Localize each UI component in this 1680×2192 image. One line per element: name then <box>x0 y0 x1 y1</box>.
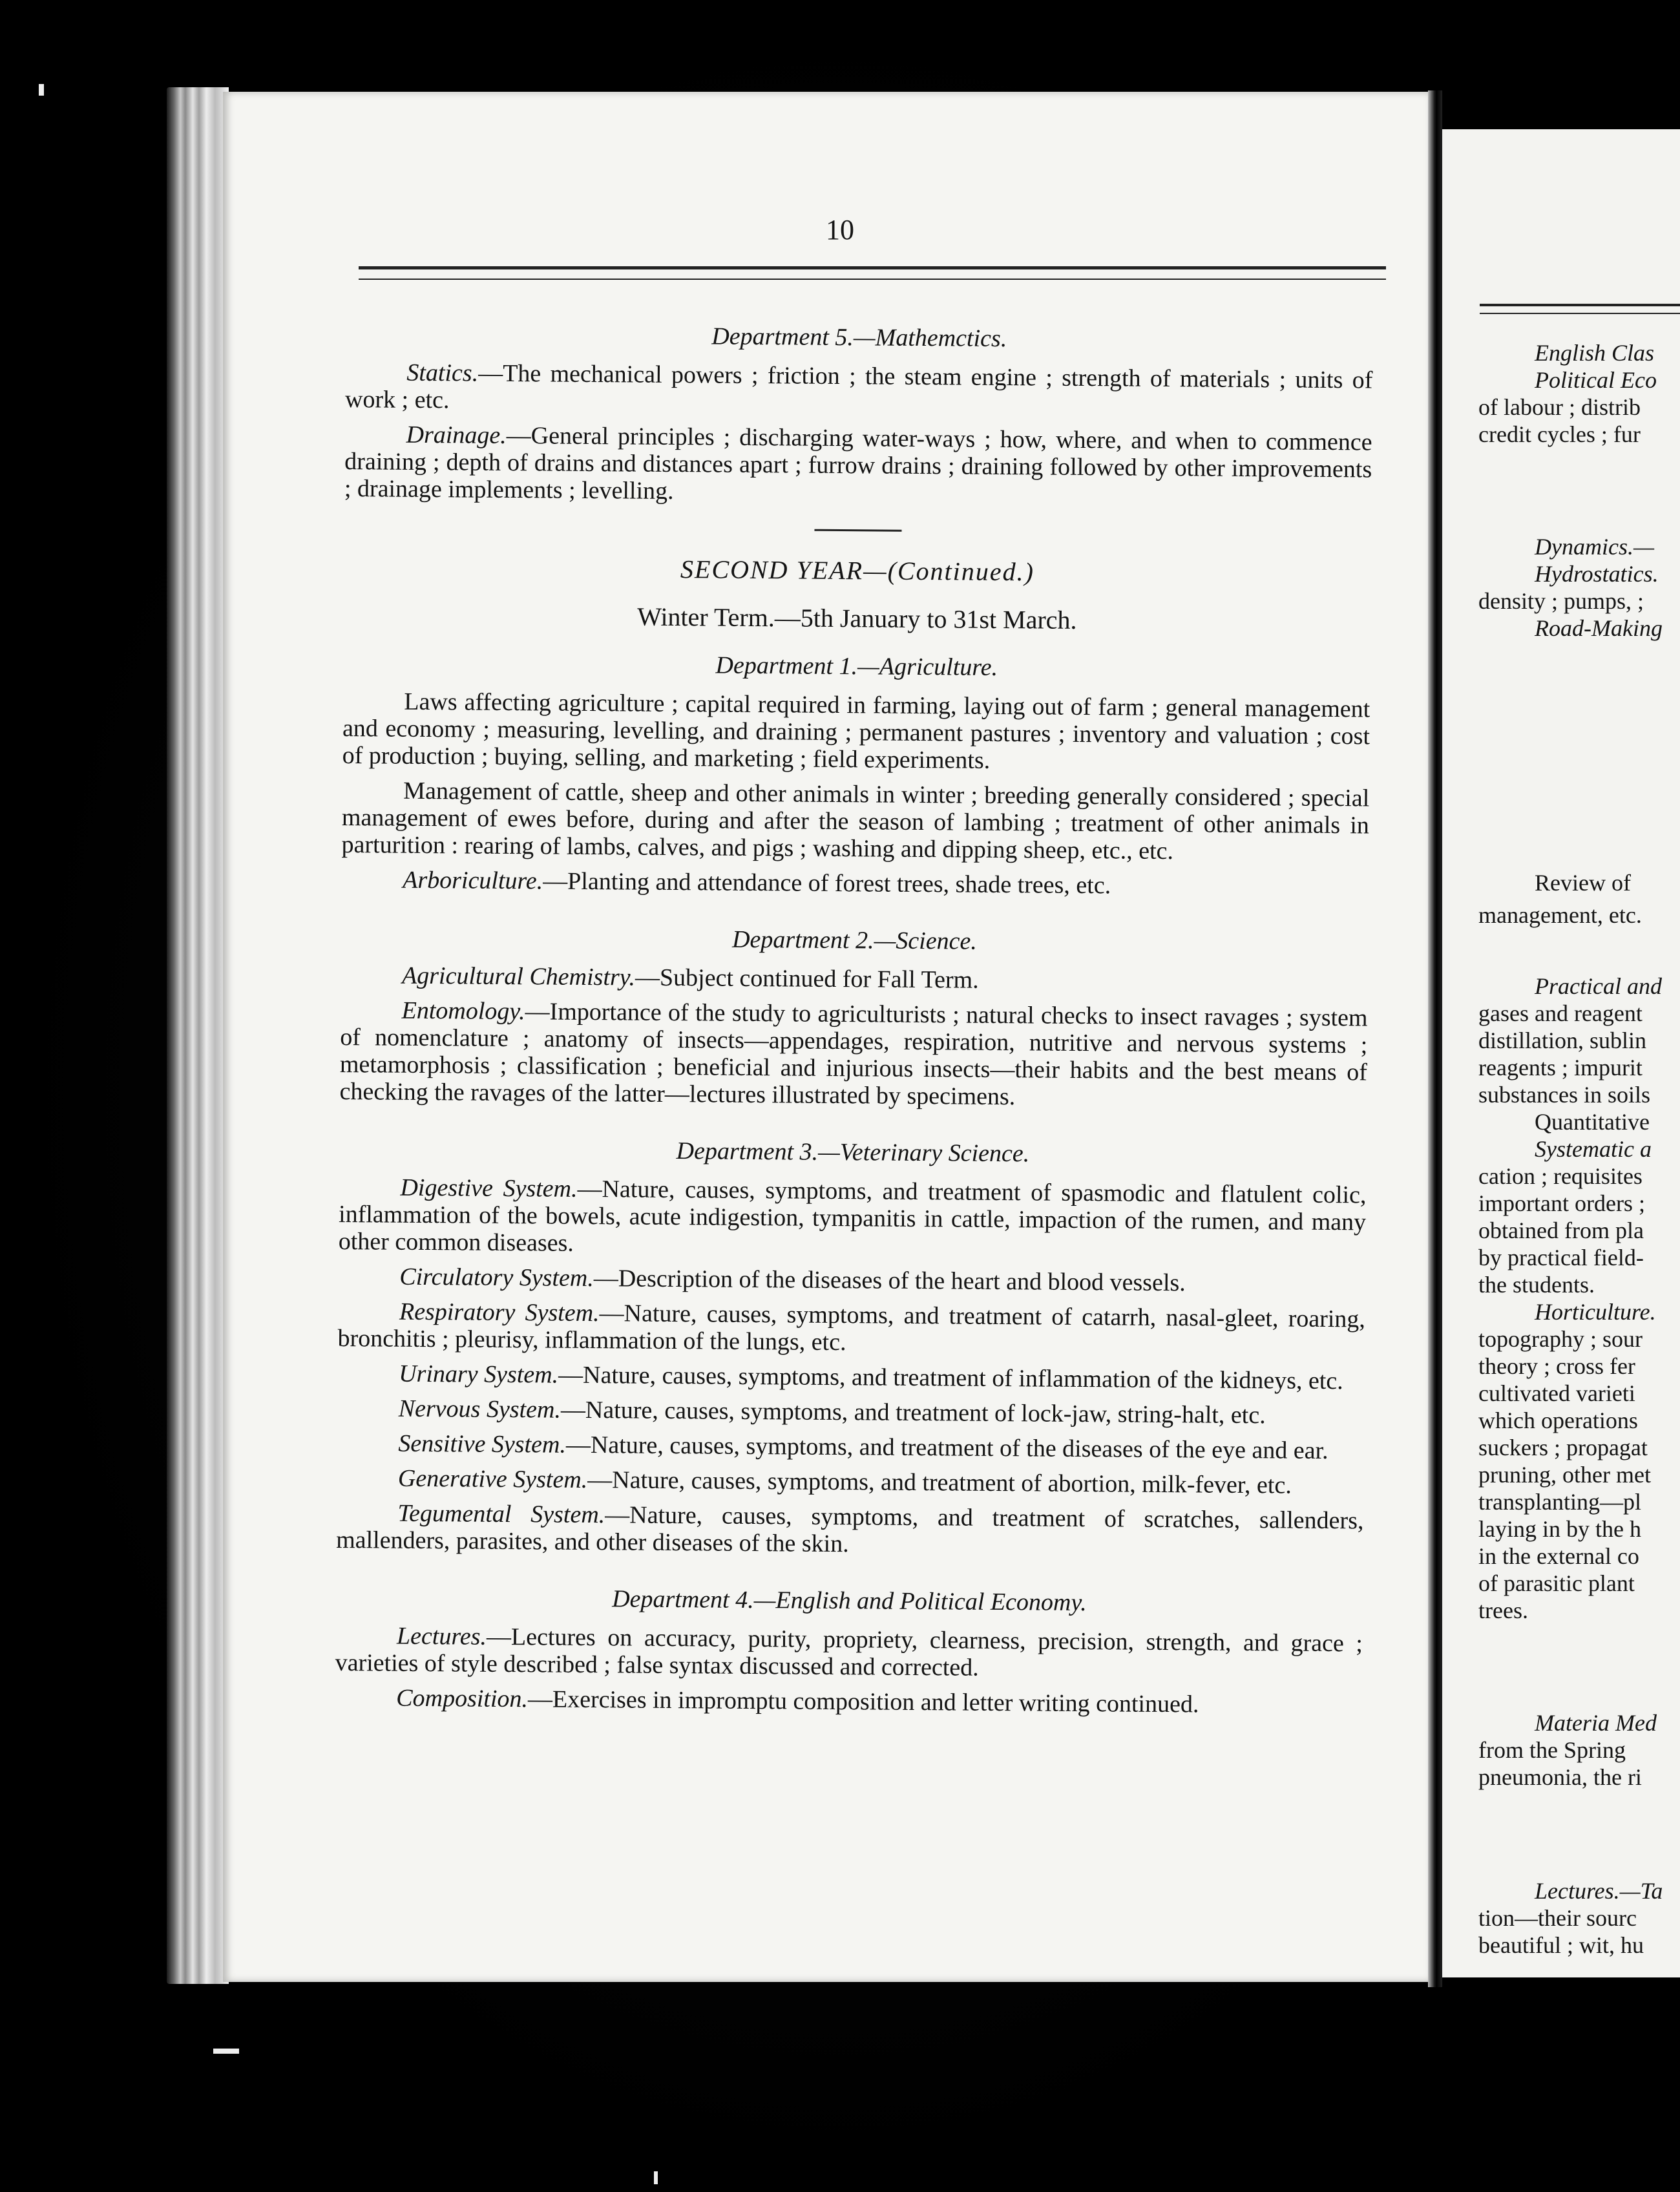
right-fragment: tion—their sourc <box>1478 1905 1637 1931</box>
right-fragment: Systematic a <box>1535 1136 1652 1162</box>
paragraph-text: —Description of the diseases of the heart and blood vessels. <box>593 1265 1186 1297</box>
right-fragment: trees. <box>1478 1597 1528 1623</box>
book-page-edges <box>167 87 229 1984</box>
right-fragment: substances in soils <box>1478 1082 1650 1108</box>
paragraph-text: —General principles ; discharging water-ways ; how, where, and when to commence draining ; depth of drains and distances apart ; furrow drains ; draining followed by other improvements ; drainage implements ; levelling. <box>344 421 1372 505</box>
right-header-rule <box>1480 304 1680 314</box>
right-fragment: credit cycles ; fur <box>1478 421 1641 447</box>
paragraph <box>341 866 1369 901</box>
paragraph-text: —Nature, causes, symptoms, and treatment of inflammation of the kidneys, etc. <box>558 1361 1343 1395</box>
section-title: SECOND YEAR <box>680 554 864 585</box>
page-number: 10 <box>826 214 854 246</box>
right-fragment: gases and reagent <box>1478 1000 1643 1026</box>
paragraph-term: Respiratory System. <box>399 1298 600 1327</box>
paragraph <box>336 1499 1364 1561</box>
paragraph <box>337 1429 1364 1464</box>
dust-speck <box>39 84 44 96</box>
paragraph <box>337 1360 1365 1395</box>
paragraph-text: —Lectures on accuracy, purity, propriety, clearness, precision, strength, and grace ; varieties of style described ; false syntax discussed and corrected. <box>335 1623 1363 1681</box>
paragraph-term: Urinary System. <box>399 1360 559 1389</box>
section-suffix: —(Continued.) <box>863 556 1035 587</box>
paragraph-text: —Nature, causes, symptoms, and treatment of scratches, sallenders, mallenders, parasites, and other diseases of the skin. <box>336 1501 1364 1558</box>
paragraph-term: Tegumental System. <box>397 1499 605 1529</box>
paragraph-term: Sensitive System. <box>398 1429 567 1459</box>
right-fragment: Hydrostatics. <box>1535 561 1659 587</box>
dept2-heading: Department 2.—Science. <box>731 925 978 955</box>
dept1-heading: Department 1.—Agriculture. <box>715 651 998 681</box>
paragraph-term: Composition. <box>396 1684 529 1713</box>
paragraph-term: Generative System. <box>397 1464 588 1493</box>
right-fragment: of labour ; distrib <box>1478 394 1641 420</box>
paragraph-text: Management of cattle, sheep and other animals in winter ; breeding generally considered ; special management of ewes before, during and after the season of lambing ; treatment of other animals in parturition : rearing of lambs, calves, and pigs ; washing and dipping sheep, etc., etc. <box>341 777 1370 865</box>
right-fragment: reagents ; impurit <box>1478 1055 1643 1080</box>
paragraph <box>341 777 1369 866</box>
right-fragment: by practical field- <box>1478 1245 1644 1270</box>
dust-speck <box>654 2171 658 2184</box>
paragraph-term: Statics. <box>406 359 479 387</box>
paragraph <box>338 1263 1365 1298</box>
dust-speck <box>213 2049 239 2054</box>
paragraph <box>345 359 1373 421</box>
right-fragment: theory ; cross fer <box>1478 1353 1635 1379</box>
paragraph-text: —Nature, causes, symptoms, and treatment of spasmodic and flatulent colic, inflammation of the bowels, acute indigestion, tympanitis in cattle, impaction of the rumen, and many other common diseases. <box>338 1175 1367 1257</box>
page-content <box>335 320 1373 1727</box>
right-fragment: suckers ; propagat <box>1478 1435 1648 1460</box>
dept3-heading: Department 3.—Veterinary Science. <box>676 1137 1030 1168</box>
paragraph-term: Circulatory System. <box>399 1263 594 1292</box>
paragraph <box>337 1298 1365 1360</box>
paragraph-term: Lectures. <box>396 1622 487 1650</box>
right-fragment: laying in by the h <box>1478 1516 1641 1542</box>
right-fragment: pneumonia, the ri <box>1478 1764 1642 1790</box>
right-fragment: Materia Med <box>1535 1710 1657 1736</box>
paragraph <box>344 421 1372 510</box>
right-fragment: Lectures.—Ta <box>1535 1878 1663 1904</box>
paragraph <box>335 1684 1362 1719</box>
paragraph <box>337 1464 1364 1499</box>
right-fragment: Dynamics.— <box>1535 534 1654 560</box>
right-fragment: Review of <box>1535 870 1631 896</box>
right-fragment: transplanting—pl <box>1478 1489 1641 1515</box>
right-fragment: English Clas <box>1535 340 1655 366</box>
paragraph-text: —Subject continued for Fall Term. <box>635 964 979 994</box>
right-fragment: cultivated varieti <box>1478 1380 1635 1406</box>
paragraph-term: Agricultural Chemistry. <box>401 962 636 991</box>
paragraph-text: —Nature, causes, symptoms, and treatment of catarrh, nasal-gleet, roaring, bronchitis ; pleurisy, inflammation of the lungs, etc. <box>337 1300 1366 1356</box>
paragraph-term: Digestive System. <box>400 1174 578 1203</box>
section-divider <box>814 529 901 532</box>
dept4-heading: Department 4.—English and Political Economy. <box>612 1585 1087 1617</box>
paragraph-text: —Importance of the study to agriculturists ; natural checks to insect ravages ; system of nomenclature ; anatomy of insects—appendages, respiration, nutritive and nervous systems ; metamorphosis ; classification ; beneficial and injurious insects—their habits and the best means of checking the ravages of the latter—lectures illustrated by specimens. <box>339 998 1368 1111</box>
paragraph <box>341 962 1368 996</box>
right-fragment: of parasitic plant <box>1478 1570 1635 1596</box>
paragraph <box>339 1174 1367 1263</box>
dept5-heading: Department 5.—Mathemctics. <box>711 322 1007 353</box>
paragraph-text: —The mechanical powers ; friction ; the steam engine ; strength of materials ; units of work ; etc. <box>344 359 1373 414</box>
right-fragment: Road-Making <box>1535 615 1663 641</box>
book-gutter <box>1428 90 1442 1987</box>
paragraph <box>339 996 1367 1113</box>
right-fragment: the students. <box>1478 1272 1595 1298</box>
paragraph <box>335 1622 1363 1684</box>
paragraph-term: Arboriculture. <box>403 866 543 895</box>
right-fragment: in the external co <box>1478 1543 1639 1569</box>
dept5-body <box>344 359 1373 510</box>
right-fragment: topography ; sour <box>1478 1326 1643 1352</box>
paragraph-text: —Nature, causes, symptoms, and treatment of abortion, milk-fever, etc. <box>587 1466 1292 1499</box>
right-fragment: management, etc. <box>1478 902 1642 928</box>
right-fragment: beautiful ; wit, hu <box>1478 1932 1644 1958</box>
right-fragment: from the Spring <box>1478 1737 1626 1763</box>
section-heading <box>344 553 1371 588</box>
paragraph <box>342 688 1370 777</box>
paragraph-term: Drainage. <box>406 421 507 449</box>
term-dates: Winter Term.—5th January to 31st March. <box>637 602 1077 635</box>
right-fragment: Quantitative <box>1535 1109 1650 1135</box>
right-fragment: Horticulture. <box>1535 1299 1656 1325</box>
paragraph-text: —Planting and attendance of forest trees, shade trees, etc. <box>543 867 1111 900</box>
paragraph-text: —Nature, causes, symptoms, and treatment of lock-jaw, string-halt, etc. <box>560 1396 1266 1429</box>
paragraph-text: Laws affecting agriculture ; capital required in farming, laying out of farm ; general management and economy ; measuring, levelling, and draining ; permanent pastures ; inventory and valuation ; cost of production ; buying, selling, and marketing ; field experiments. <box>342 688 1370 774</box>
right-fragment: important orders ; <box>1478 1190 1645 1216</box>
paragraph-text: —Exercises in impromptu composition and letter writing continued. <box>527 1685 1199 1718</box>
right-fragment: density ; pumps, ; <box>1478 588 1644 614</box>
right-fragment: obtained from pla <box>1478 1217 1644 1243</box>
right-fragment: cation ; requisites <box>1478 1163 1643 1189</box>
paragraph-term: Entomology. <box>401 996 525 1026</box>
right-fragment: distillation, sublin <box>1478 1028 1647 1053</box>
paragraph-term: Nervous System. <box>398 1395 562 1424</box>
paragraph <box>337 1395 1365 1429</box>
right-fragment: Political Eco <box>1535 367 1657 393</box>
right-fragment: Practical and <box>1535 973 1662 999</box>
header-rule <box>359 266 1386 280</box>
right-fragment: which operations <box>1478 1407 1638 1433</box>
right-fragment: pruning, other met <box>1478 1462 1651 1488</box>
paragraph-text: —Nature, causes, symptoms, and treatment of the diseases of the eye and ear. <box>565 1431 1328 1464</box>
